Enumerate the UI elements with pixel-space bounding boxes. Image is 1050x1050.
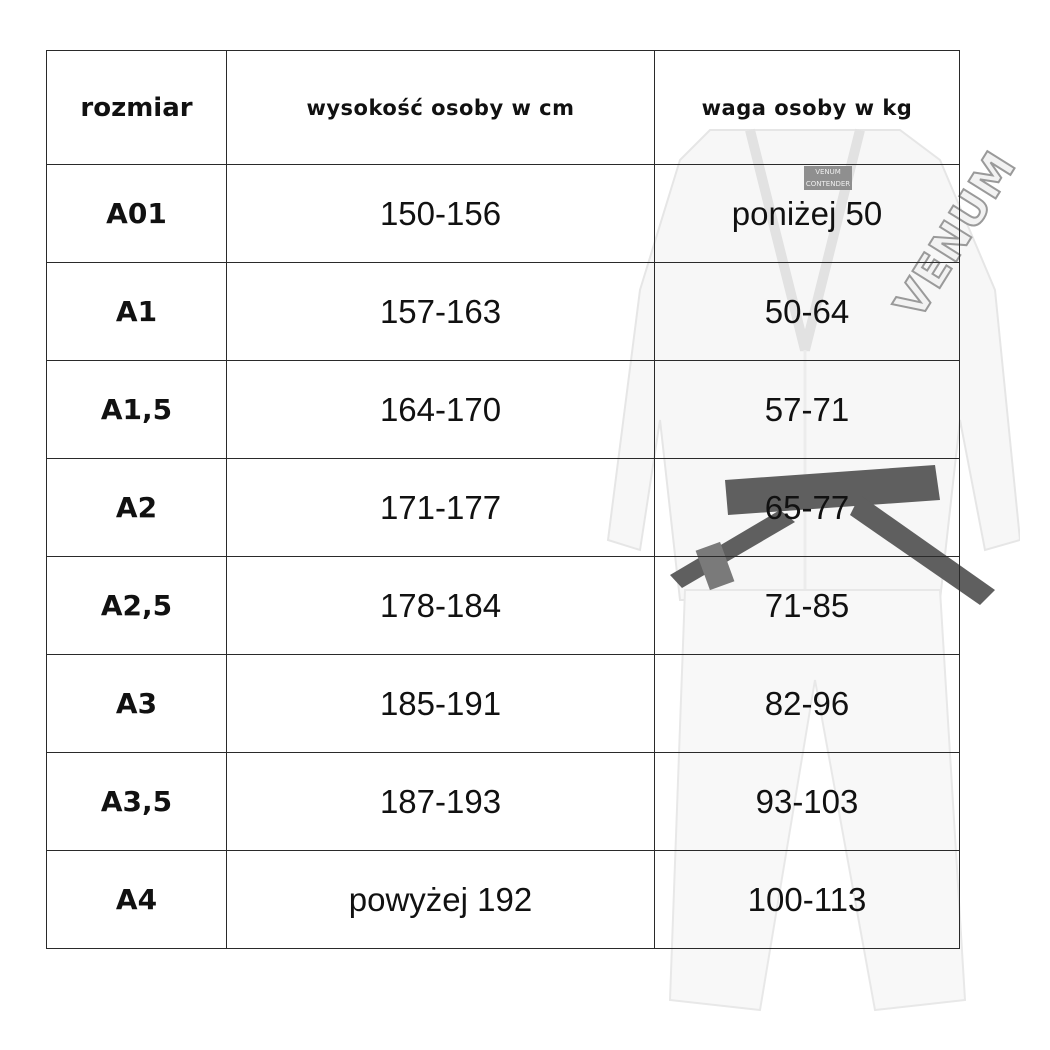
cell-weight: 65-77 [655,459,960,557]
cell-height: 185-191 [227,655,655,753]
cell-height: 178-184 [227,557,655,655]
table-header [47,51,960,165]
cell-height: 187-193 [227,753,655,851]
cell-weight: 50-64 [655,263,960,361]
cell-height: 150-156 [227,165,655,263]
cell-size: A1 [47,263,227,361]
cell-weight: poniżej 50 [655,165,960,263]
table-row [47,459,960,557]
cell-size: A3 [47,655,227,753]
cell-height: powyżej 192 [227,851,655,949]
cell-weight: 93-103 [655,753,960,851]
cell-weight: 82-96 [655,655,960,753]
table-row [47,655,960,753]
cell-weight: 57-71 [655,361,960,459]
table-body [47,165,960,949]
header-weight: waga osoby w kg [655,51,960,165]
cell-size: A01 [47,165,227,263]
cell-size: A2,5 [47,557,227,655]
cell-size: A3,5 [47,753,227,851]
cell-height: 157-163 [227,263,655,361]
table-row [47,263,960,361]
cell-weight: 100-113 [655,851,960,949]
header-height: wysokość osoby w cm [227,51,655,165]
header-row [47,51,960,165]
cell-weight: 71-85 [655,557,960,655]
cell-size: A1,5 [47,361,227,459]
table-row [47,361,960,459]
cell-height: 164-170 [227,361,655,459]
table-row [47,851,960,949]
table-row [47,753,960,851]
header-size: rozmiar [47,51,227,165]
gi-brand-logo: VENUM [885,142,1027,328]
table-row [47,165,960,263]
cell-height: 171-177 [227,459,655,557]
table-row [47,557,960,655]
cell-size: A4 [47,851,227,949]
cell-size: A2 [47,459,227,557]
gi-label-patch: VENUM CONTENDER [805,168,851,188]
size-chart-table [46,50,960,949]
